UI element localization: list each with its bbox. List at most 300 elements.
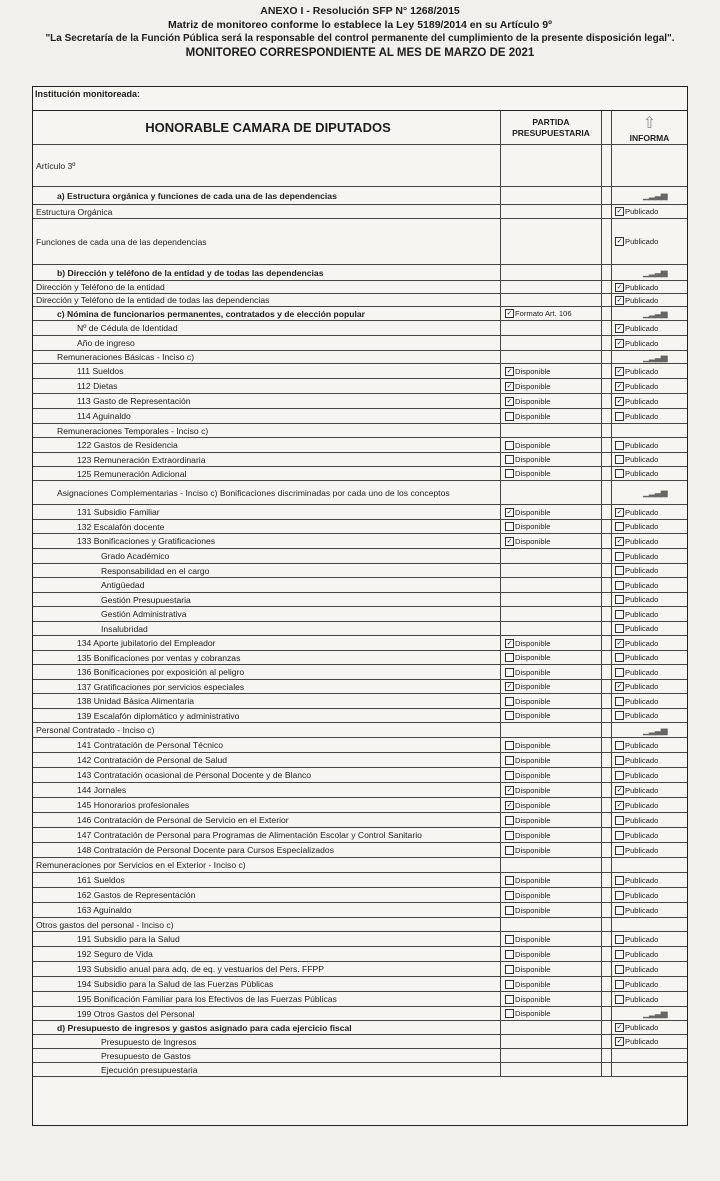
row-informa — [612, 903, 687, 917]
document-header — [0, 4, 720, 60]
checkbox-label: Publicado — [625, 905, 659, 915]
row-informa — [612, 888, 687, 902]
checkbox-icon[interactable] — [615, 339, 624, 348]
table-row — [33, 694, 687, 709]
row-partida — [501, 409, 602, 423]
row-partida — [501, 651, 602, 664]
row-informa — [612, 607, 687, 621]
table-row — [33, 219, 687, 265]
table-row — [33, 783, 687, 798]
row-partida — [501, 798, 602, 812]
row-concept: 199 Otros Gastos del Personal — [33, 1007, 501, 1020]
checkbox-icon[interactable] — [505, 891, 514, 900]
row-informa — [612, 481, 687, 504]
checkbox-icon[interactable] — [615, 412, 624, 421]
row-partida — [501, 636, 602, 650]
table-row — [33, 394, 687, 409]
table-row — [33, 932, 687, 947]
row-concept: 162 Gastos de Representación — [33, 888, 501, 902]
row-partida — [501, 321, 602, 335]
checkbox-icon[interactable] — [505, 508, 514, 517]
checkbox-icon[interactable] — [505, 876, 514, 885]
checkbox-label: Publicado — [625, 338, 659, 348]
row-partida — [501, 738, 602, 752]
checkbox-icon[interactable] — [615, 537, 624, 546]
row-informa — [612, 798, 687, 812]
row-informa — [612, 351, 687, 363]
checkbox-icon[interactable] — [615, 581, 624, 590]
row-concept: 125 Remuneración Adicional — [33, 467, 501, 480]
checkbox-label: Disponible — [515, 964, 551, 974]
row-informa — [612, 379, 687, 393]
checkbox-label: Publicado — [625, 875, 659, 885]
row-concept: 122 Gastos de Residencia — [33, 438, 501, 452]
checkbox-label: Disponible — [515, 949, 551, 959]
table-row — [33, 564, 687, 578]
checkbox-icon[interactable] — [505, 441, 514, 450]
row-informa — [612, 1021, 687, 1034]
checkbox-label: Disponible — [515, 979, 551, 989]
row-informa — [612, 783, 687, 797]
row-partida — [501, 888, 602, 902]
institution-label: Institución monitoreada: — [35, 89, 141, 99]
table-row — [33, 549, 687, 564]
checkbox-label: Publicado — [625, 507, 659, 517]
row-partida — [501, 1049, 602, 1062]
checkbox-label: Disponible — [515, 536, 551, 546]
table-row — [33, 281, 687, 294]
checkbox-label: Publicado — [625, 609, 659, 619]
row-partida — [501, 307, 602, 320]
checkbox-icon[interactable] — [615, 469, 624, 478]
row-concept: 111 Sueldos — [33, 364, 501, 378]
checkbox-icon[interactable] — [615, 397, 624, 406]
table-row — [33, 651, 687, 665]
checkbox-icon[interactable] — [615, 1037, 624, 1046]
checkbox-icon[interactable] — [505, 950, 514, 959]
row-concept: 137 Gratificaciones por servicios especiales — [33, 680, 501, 693]
checkbox-icon[interactable] — [505, 906, 514, 915]
signal-bars-icon: ▁▂▃▅ — [643, 190, 667, 200]
checkbox-label: Disponible — [515, 381, 551, 391]
checkbox-label: Publicado — [625, 440, 659, 450]
table-row — [33, 453, 687, 467]
checkbox-icon[interactable] — [505, 537, 514, 546]
row-partida — [501, 709, 602, 722]
row-partida — [501, 379, 602, 393]
table-row — [33, 665, 687, 680]
row-concept: a) Estructura orgánica y funciones de cada una de las dependencias — [33, 187, 501, 204]
table-row — [33, 992, 687, 1007]
row-partida — [501, 336, 602, 350]
row-partida — [501, 534, 602, 548]
row-concept: 113 Gasto de Representación — [33, 394, 501, 408]
checkbox-icon[interactable] — [615, 906, 624, 915]
row-informa — [612, 505, 687, 519]
checkbox-label: Disponible — [515, 440, 551, 450]
row-informa — [612, 962, 687, 976]
checkbox-icon[interactable] — [505, 455, 514, 464]
checkbox-icon[interactable] — [505, 786, 514, 795]
row-concept: Antigüedad — [33, 578, 501, 592]
table-row — [33, 888, 687, 903]
row-informa — [612, 622, 687, 635]
row-partida — [501, 1021, 602, 1034]
checkbox-icon[interactable] — [615, 891, 624, 900]
checkbox-icon[interactable] — [505, 522, 514, 531]
row-concept: Grado Académico — [33, 549, 501, 563]
checkbox-label: Publicado — [625, 237, 659, 246]
checkbox-icon[interactable] — [505, 756, 514, 765]
checkbox-icon[interactable] — [615, 786, 624, 795]
table-row — [33, 481, 687, 505]
row-informa — [612, 843, 687, 857]
row-informa — [612, 709, 687, 722]
row-partida — [501, 1007, 602, 1020]
row-informa — [612, 1035, 687, 1048]
table-row — [33, 709, 687, 723]
table-row — [33, 813, 687, 828]
checkbox-icon[interactable] — [505, 309, 514, 318]
checkbox-icon[interactable] — [615, 207, 624, 216]
checkbox-label: Publicado — [625, 696, 659, 706]
table-row — [33, 903, 687, 918]
row-concept: Presupuesto de Gastos — [33, 1049, 501, 1062]
row-concept: Nº de Cédula de Identidad — [33, 321, 501, 335]
table-row — [33, 977, 687, 992]
checkbox-label: Disponible — [515, 682, 551, 691]
checkbox-label: Publicado — [625, 469, 659, 478]
checkbox-icon[interactable] — [615, 522, 624, 531]
checkbox-icon[interactable] — [615, 1023, 624, 1032]
row-partida — [501, 723, 602, 737]
table-row — [33, 962, 687, 977]
row-concept: 142 Contratación de Personal de Salud — [33, 753, 501, 767]
row-partida — [501, 187, 602, 204]
row-concept: 131 Subsidio Familiar — [33, 505, 501, 519]
row-concept: 114 Aguinaldo — [33, 409, 501, 423]
checkbox-icon[interactable] — [615, 950, 624, 959]
row-informa — [612, 723, 687, 737]
checkbox-icon[interactable] — [615, 653, 624, 662]
row-concept: 161 Sueldos — [33, 873, 501, 887]
checkbox-icon[interactable] — [615, 668, 624, 677]
row-concept: 136 Bonificaciones por exposición al peligro — [33, 665, 501, 679]
row-partida — [501, 680, 602, 693]
monitoring-table — [32, 86, 688, 1126]
row-partida — [501, 1035, 602, 1048]
signal-bars-icon: ▁▂▃▅ — [643, 487, 667, 497]
row-concept: Año de ingreso — [33, 336, 501, 350]
checkbox-icon[interactable] — [615, 552, 624, 561]
institution-name: HONORABLE CAMARA DE DIPUTADOS — [33, 111, 501, 144]
row-informa — [612, 828, 687, 842]
row-informa — [612, 918, 687, 931]
checkbox-label: Publicado — [625, 207, 659, 216]
table-row — [33, 307, 687, 321]
row-informa — [612, 307, 687, 320]
row-partida — [501, 694, 602, 708]
checkbox-icon[interactable] — [505, 980, 514, 989]
checkbox-label: Disponible — [515, 522, 551, 531]
row-informa — [612, 873, 687, 887]
checkbox-icon[interactable] — [615, 455, 624, 464]
signal-bars-icon: ▁▂▃▅ — [643, 724, 667, 735]
checkbox-icon[interactable] — [505, 801, 514, 810]
checkbox-icon[interactable] — [505, 397, 514, 406]
checkbox-icon[interactable] — [615, 697, 624, 706]
row-concept: 139 Escalafón diplomático y administrativo — [33, 709, 501, 722]
row-informa — [612, 549, 687, 563]
checkbox-icon[interactable] — [505, 846, 514, 855]
checkbox-icon[interactable] — [505, 965, 514, 974]
checkbox-icon[interactable] — [615, 324, 624, 333]
checkbox-icon[interactable] — [615, 711, 624, 720]
row-concept: Remuneraciones por Servicios en el Exterior - Inciso c) — [33, 858, 501, 872]
checkbox-label: Disponible — [515, 890, 551, 900]
checkbox-label: Publicado — [625, 551, 659, 561]
checkbox-icon[interactable] — [505, 771, 514, 780]
row-partida — [501, 520, 602, 533]
checkbox-icon[interactable] — [615, 756, 624, 765]
table-row — [33, 636, 687, 651]
row-concept: Estructura Orgánica — [33, 205, 501, 218]
row-partida — [501, 205, 602, 218]
row-informa — [612, 145, 687, 186]
row-partida — [501, 351, 602, 363]
checkbox-icon[interactable] — [505, 682, 514, 691]
checkbox-label: Disponible — [515, 469, 551, 478]
row-informa — [612, 593, 687, 606]
row-partida — [501, 467, 602, 480]
checkbox-label: Publicado — [625, 536, 659, 546]
row-concept: 132 Escalafón docente — [33, 520, 501, 533]
checkbox-icon[interactable] — [505, 816, 514, 825]
row-informa — [612, 977, 687, 991]
checkbox-label: Publicado — [625, 949, 659, 959]
checkbox-label: Publicado — [625, 381, 659, 391]
row-concept: 144 Jornales — [33, 783, 501, 797]
row-informa — [612, 1007, 687, 1020]
checkbox-label: Publicado — [625, 830, 659, 840]
table-row — [33, 873, 687, 888]
checkbox-icon[interactable] — [615, 508, 624, 517]
checkbox-icon[interactable] — [615, 296, 624, 305]
checkbox-icon[interactable] — [505, 382, 514, 391]
row-informa — [612, 858, 687, 872]
checkbox-icon[interactable] — [505, 668, 514, 677]
checkbox-label: Disponible — [515, 994, 551, 1004]
row-concept: 194 Subsidio para la Salud de las Fuerzas Públicas — [33, 977, 501, 991]
row-concept: b) Dirección y teléfono de la entidad y de todas las dependencias — [33, 265, 501, 280]
checkbox-icon[interactable] — [615, 816, 624, 825]
row-partida — [501, 873, 602, 887]
row-partida — [501, 977, 602, 991]
row-informa — [612, 394, 687, 408]
checkbox-icon[interactable] — [505, 711, 514, 720]
row-partida — [501, 481, 602, 504]
checkbox-label: Publicado — [625, 411, 659, 421]
checkbox-icon[interactable] — [505, 469, 514, 478]
table-row — [33, 918, 687, 932]
row-informa — [612, 453, 687, 466]
table-row — [33, 1049, 687, 1063]
checkbox-label: Publicado — [625, 580, 659, 590]
checkbox-icon[interactable] — [505, 1009, 514, 1018]
row-concept: Artículo 3º — [33, 145, 501, 186]
checkbox-label: Disponible — [515, 785, 551, 795]
row-concept: 192 Seguro de Vida — [33, 947, 501, 961]
row-informa — [612, 1049, 687, 1062]
checkbox-icon[interactable] — [505, 697, 514, 706]
row-partida — [501, 424, 602, 437]
checkbox-icon[interactable] — [615, 441, 624, 450]
checkbox-icon[interactable] — [615, 382, 624, 391]
legal-quote: "La Secretaría de la Función Pública será la responsable del control permanente del cumplimiento de la presente disposición legal". — [45, 33, 675, 44]
checkbox-label: Disponible — [515, 740, 551, 750]
checkbox-icon[interactable] — [615, 995, 624, 1004]
checkbox-icon[interactable] — [615, 610, 624, 619]
row-partida — [501, 918, 602, 931]
checkbox-icon[interactable] — [615, 980, 624, 989]
table-row — [33, 798, 687, 813]
row-informa — [612, 992, 687, 1006]
row-informa — [612, 680, 687, 693]
checkbox-icon[interactable] — [615, 624, 624, 633]
table-body — [33, 145, 687, 1077]
table-row — [33, 1021, 687, 1035]
checkbox-label: Disponible — [515, 411, 551, 421]
table-row — [33, 723, 687, 738]
table-row — [33, 593, 687, 607]
checkbox-label: Disponible — [515, 875, 551, 885]
checkbox-icon[interactable] — [615, 595, 624, 604]
row-informa — [612, 564, 687, 577]
table-row — [33, 738, 687, 753]
checkbox-label: Publicado — [625, 711, 659, 720]
checkbox-label: Publicado — [625, 800, 659, 810]
checkbox-label: Publicado — [625, 770, 659, 780]
row-concept: Dirección y Teléfono de la entidad de todas las dependencias — [33, 294, 501, 306]
checkbox-icon[interactable] — [505, 831, 514, 840]
row-concept: c) Nómina de funcionarios permanentes, contratados y de elección popular — [33, 307, 501, 320]
checkbox-icon[interactable] — [615, 237, 624, 246]
checkbox-icon[interactable] — [615, 846, 624, 855]
checkbox-icon[interactable] — [615, 831, 624, 840]
row-concept: Funciones de cada una de las dependencias — [33, 219, 501, 264]
table-row — [33, 505, 687, 520]
checkbox-icon[interactable] — [505, 367, 514, 376]
checkbox-icon[interactable] — [505, 412, 514, 421]
row-concept: 147 Contratación de Personal para Programas de Alimentación Escolar y Control Sanitario — [33, 828, 501, 842]
row-concept: 138 Unidad Básica Alimentaria — [33, 694, 501, 708]
row-concept: Otros gastos del personal - Inciso c) — [33, 918, 501, 931]
row-partida — [501, 219, 602, 264]
checkbox-icon[interactable] — [615, 283, 624, 292]
checkbox-icon[interactable] — [615, 801, 624, 810]
checkbox-label: Publicado — [625, 682, 659, 691]
row-informa — [612, 205, 687, 218]
signal-bars-icon: ▁▂▃▅ — [643, 308, 667, 318]
checkbox-icon[interactable] — [615, 935, 624, 944]
checkbox-icon[interactable] — [615, 566, 624, 575]
row-concept: Presupuesto de Ingresos — [33, 1035, 501, 1048]
checkbox-label: Publicado — [625, 323, 659, 333]
checkbox-icon[interactable] — [505, 639, 514, 648]
checkbox-label: Publicado — [625, 755, 659, 765]
checkbox-icon[interactable] — [505, 935, 514, 944]
resolution-title: ANEXO I - Resolución SFP N° 1268/2015 — [260, 5, 460, 17]
checkbox-label: Disponible — [515, 830, 551, 840]
checkbox-label: Publicado — [625, 624, 659, 633]
checkbox-label: Publicado — [625, 815, 659, 825]
row-informa — [612, 294, 687, 306]
checkbox-icon[interactable] — [615, 741, 624, 750]
row-concept: Dirección y Teléfono de la entidad — [33, 281, 501, 293]
row-informa — [612, 438, 687, 452]
table-row — [33, 680, 687, 694]
institution-label-row — [33, 87, 687, 111]
checkbox-icon[interactable] — [615, 367, 624, 376]
row-concept: Responsabilidad en el cargo — [33, 564, 501, 577]
checkbox-icon[interactable] — [615, 639, 624, 648]
row-concept: 191 Subsidio para la Salud — [33, 932, 501, 946]
row-concept: Asignaciones Complementarias - Inciso c) Bonificaciones discriminadas por cada uno de los conceptos — [33, 481, 501, 504]
row-concept: d) Presupuesto de ingresos y gastos asignado para cada ejercicio fiscal — [33, 1021, 501, 1034]
checkbox-label: Disponible — [515, 653, 551, 662]
table-row — [33, 364, 687, 379]
checkbox-icon[interactable] — [615, 876, 624, 885]
checkbox-icon[interactable] — [615, 771, 624, 780]
row-partida — [501, 564, 602, 577]
row-informa — [612, 364, 687, 378]
row-informa — [612, 651, 687, 664]
table-row — [33, 534, 687, 549]
row-concept: Ejecución presupuestaria — [33, 1063, 501, 1076]
table-row — [33, 843, 687, 858]
table-row — [33, 321, 687, 336]
signal-bars-icon: ▁▂▃▅ — [643, 351, 667, 362]
checkbox-label: Formato Art. 106 — [515, 309, 572, 318]
monitoring-period: MONITOREO CORRESPONDIENTE AL MES DE MARZO DE 2021 — [185, 47, 535, 59]
row-informa — [612, 1063, 687, 1076]
checkbox-icon[interactable] — [615, 682, 624, 691]
table-row — [33, 1035, 687, 1049]
table-row — [33, 520, 687, 534]
checkbox-icon[interactable] — [505, 741, 514, 750]
checkbox-label: Publicado — [625, 566, 659, 575]
row-partida — [501, 394, 602, 408]
row-concept: Insalubridad — [33, 622, 501, 635]
checkbox-icon[interactable] — [505, 653, 514, 662]
row-partida — [501, 145, 602, 186]
row-informa — [612, 187, 687, 204]
checkbox-label: Publicado — [625, 396, 659, 406]
row-partida — [501, 607, 602, 621]
row-partida — [501, 438, 602, 452]
checkbox-label: Disponible — [515, 507, 551, 517]
row-concept: 143 Contratación ocasional de Personal Docente y de Blanco — [33, 768, 501, 782]
row-partida — [501, 962, 602, 976]
row-partida — [501, 903, 602, 917]
row-informa — [612, 281, 687, 293]
checkbox-icon[interactable] — [615, 965, 624, 974]
table-row — [33, 1063, 687, 1077]
checkbox-icon[interactable] — [505, 995, 514, 1004]
table-row — [33, 187, 687, 205]
checkbox-label: Disponible — [515, 905, 551, 915]
checkbox-label: Publicado — [625, 667, 659, 677]
